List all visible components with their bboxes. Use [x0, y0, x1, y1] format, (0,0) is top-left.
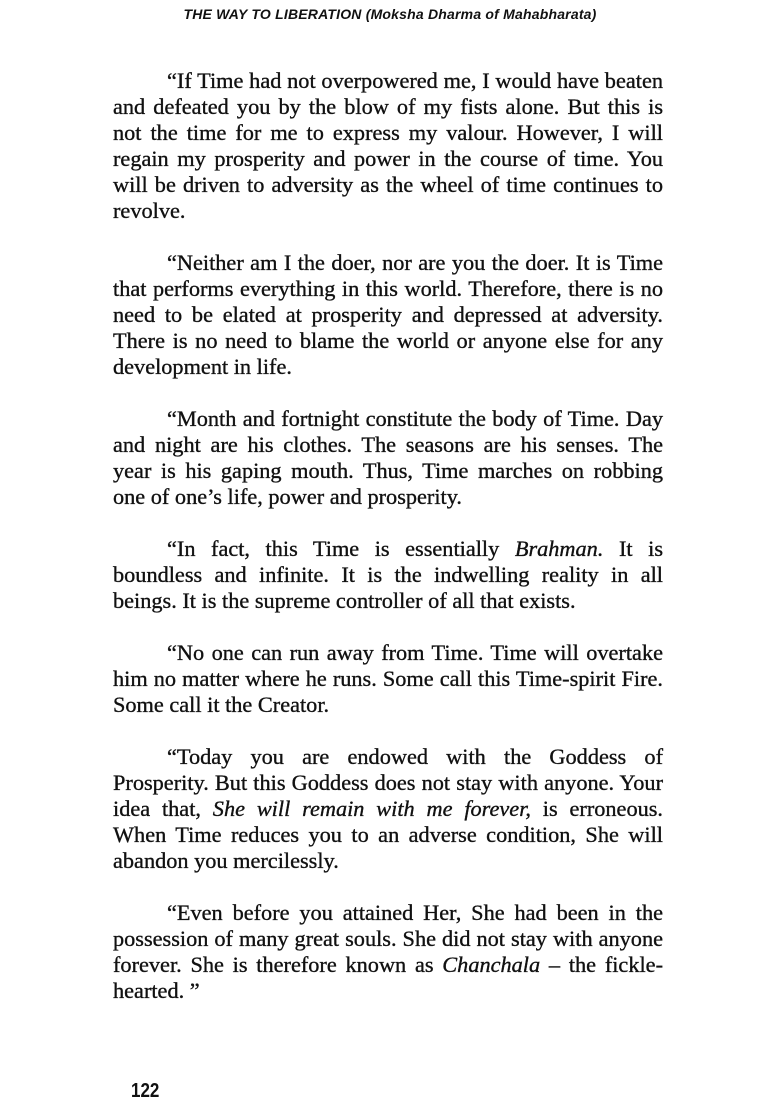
running-header: THE WAY TO LIBERATION (Moksha Dharma of Mahabharata) [183, 6, 597, 22]
paragraph-text: “If Time had not overpowered me, I would have beaten and defeated you by the blow of my fists alone. But this is not the time for me to express my valour. However, I will regain my prosperity and power in the course of time. You will be driven to adversity as the wheel of time continues to revolve. [113, 68, 663, 223]
paragraph-text: “Today you are endowed with the Goddess of Prosperity. But this Goddess does not stay with anyone. Your idea that, [113, 744, 663, 821]
paragraph-5 [113, 640, 663, 718]
paragraph-text: It is boundless and infinite. It is the indwelling reality in all beings. It is the supreme controller of all that exists. [113, 536, 663, 613]
page-body [113, 68, 663, 1030]
page-number: 122 [131, 1080, 160, 1102]
paragraph-7 [113, 900, 663, 1004]
paragraph-3 [113, 406, 663, 510]
paragraph-text: is erroneous. When Time reduces you to an adverse condition, She will abandon you mercilessly. [113, 796, 663, 873]
paragraph-text: “Month and fortnight constitute the body of Time. Day and night are his clothes. The seasons are his senses. The year is his gaping mouth. Thus, Time marches on robbing one of one’s life, power and prosperity. [113, 406, 663, 509]
paragraph-4 [113, 536, 663, 614]
paragraph-2 [113, 250, 663, 380]
paragraph-text: “In fact, this Time is essentially [167, 536, 515, 561]
italic-quote: She will remain with me forever, [212, 796, 531, 821]
paragraph-text: “Even before you attained Her, She had been in the possession of many great souls. She did not stay with anyone forever. She is therefore known as [113, 900, 663, 977]
paragraph-text: “No one can run away from Time. Time will overtake him no matter where he runs. Some call this Time-spirit Fire. Some call it the Creator. [113, 640, 663, 717]
italic-term-chanchala: Chanchala [442, 952, 541, 977]
paragraph-text: – the fickle-hearted. ” [113, 952, 663, 1003]
italic-term-brahman: Brahman. [514, 536, 604, 561]
paragraph-text: “Neither am I the doer, nor are you the doer. It is Time that performs everything in this world. Therefore, there is no need to be elated at prosperity and depressed at adversity. There is no need to blame the world or anyone else for any development in life. [113, 250, 663, 379]
paragraph-6 [113, 744, 663, 874]
paragraph-1 [113, 68, 663, 224]
